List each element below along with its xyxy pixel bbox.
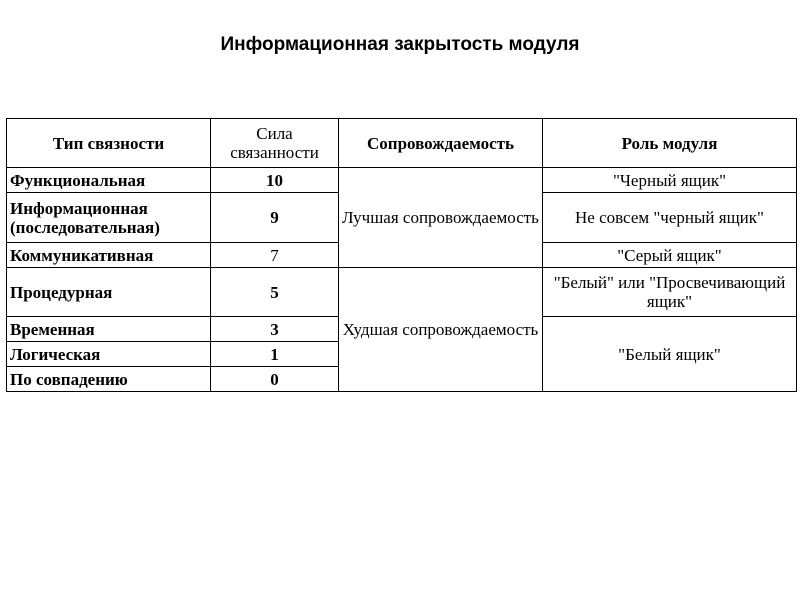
- page-title: Информационная закрытость модуля: [220, 34, 580, 55]
- module-role-cell: "Белый ящик": [543, 317, 797, 392]
- cohesion-type-cell: Логическая: [7, 342, 211, 367]
- maintainability-group-cell: Худшая сопровождаемость: [339, 268, 543, 392]
- strength-cell: 0: [211, 367, 339, 392]
- header-module-role: Роль модуля: [543, 119, 797, 168]
- header-row: [7, 119, 797, 168]
- cohesion-type-cell: Информационная (последовательная): [7, 193, 211, 243]
- module-role-cell: "Серый ящик": [543, 243, 797, 268]
- header-maintainability: Сопровождаемость: [339, 119, 543, 168]
- strength-cell: 5: [211, 268, 339, 317]
- module-role-cell: "Белый" или "Просвечивающий ящик": [543, 268, 797, 317]
- strength-cell: 9: [211, 193, 339, 243]
- strength-cell: 10: [211, 168, 339, 193]
- cohesion-type-cell: По совпадению: [7, 367, 211, 392]
- cohesion-table: [6, 118, 797, 392]
- cohesion-type-cell: Функциональная: [7, 168, 211, 193]
- table-row: [7, 168, 797, 193]
- cohesion-type-cell: Временная: [7, 317, 211, 342]
- strength-cell: 7: [211, 243, 339, 268]
- table-row: [7, 268, 797, 317]
- strength-cell: 1: [211, 342, 339, 367]
- maintainability-group-cell: Лучшая сопровождаемость: [339, 168, 543, 268]
- strength-cell: 3: [211, 317, 339, 342]
- cohesion-type-cell: Процедурная: [7, 268, 211, 317]
- cohesion-type-cell: Коммуникативная: [7, 243, 211, 268]
- header-cohesion-strength: Сила связанности: [211, 119, 339, 168]
- module-role-cell: Не совсем "черный ящик": [543, 193, 797, 243]
- module-role-cell: "Черный ящик": [543, 168, 797, 193]
- header-cohesion-type: Тип связности: [7, 119, 211, 168]
